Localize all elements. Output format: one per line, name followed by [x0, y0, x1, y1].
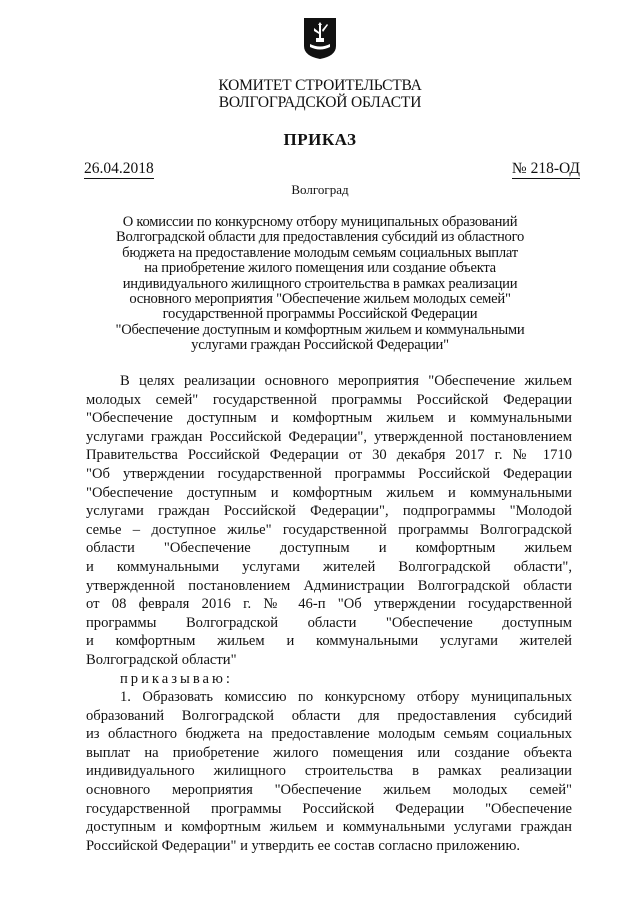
preamble-line: "Обеспечение доступным и комфортным жильем и коммунальными [86, 410, 572, 427]
preamble-line: программы Волгоградской области "Обеспечение доступным [86, 614, 572, 631]
item1-line: основного мероприятия "Обеспечение жильем молодых семей" [86, 782, 572, 799]
title-line: основного мероприятия "Обеспечение жильем молодых семей" [129, 291, 511, 308]
organization-name-line2: ВОЛГОГРАДСКОЙ ОБЛАСТИ [218, 94, 422, 111]
preamble-line: В целях реализации основного мероприятия "Обеспечение жильем [120, 373, 572, 389]
order-word: приказываю: [120, 670, 233, 687]
item1-line: доступным и комфортным жильем и коммунальными услугами граждан [86, 819, 572, 836]
title-line: государственной программы Российской Федерации [162, 306, 478, 323]
preamble-line: Волгоградской области" [86, 651, 237, 668]
item1-line: 1. Образовать комиссию по конкурсному отбору муниципальных [120, 689, 572, 706]
title-line: на приобретение жилого помещения или создание объекта [144, 260, 496, 277]
preamble-line: и комфортным жильем и коммунальными услугами жителей [86, 633, 572, 650]
item1-line: государственной программы Российской Федерации "Обеспечение [86, 800, 572, 817]
document-title [95, 215, 545, 354]
item1-line: выплат на приобретение жилого помещения или создание объекта [86, 744, 572, 761]
title-line: О комиссии по конкурсному отбору муниципальных образований [122, 214, 518, 230]
document-number: № 218-ОД [511, 160, 580, 177]
document-date: 26.04.2018 [84, 160, 154, 177]
organization-name-line1: КОМИТЕТ СТРОИТЕЛЬСТВА [218, 77, 422, 94]
preamble-line: "Обеспечение доступным и комфортным жильем и коммунальными [86, 484, 572, 501]
preamble-line: "Об утверждении государственной программы Российской Федерации [86, 465, 572, 482]
volgograd-coat-of-arms-icon [302, 16, 338, 60]
document-body [86, 372, 572, 855]
preamble-line: и коммунальными услугами жителей Волгоградской области", [86, 558, 572, 575]
preamble-line: услугами граждан Российской Федерации", утвержденной постановлением [86, 428, 572, 445]
title-line: услугами граждан Российской Федерации" [191, 337, 449, 354]
item1-line: из областного бюджета на предоставление молодым семьям социальных [86, 726, 572, 743]
title-line: Волгоградской области для предоставления субсидий из областного [115, 229, 524, 246]
item1-line: образований Волгоградской области для предоставления субсидий [86, 707, 572, 724]
item1-line: Российской Федерации" и утвердить ее состав согласно приложению. [86, 837, 521, 854]
item1-line: индивидуального жилищного строительства в рамках реализации [86, 763, 572, 780]
preamble-line: утвержденной постановлением Администрации Волгоградской области [86, 577, 572, 594]
preamble-line: семье – доступное жилье" государственной программы Волгоградской [86, 521, 572, 538]
preamble-line: Правительства Российской Федерации от 30 декабря 2017 г. № 1710 [86, 447, 572, 464]
preamble-line: области "Обеспечение доступным и комфортным жильем [86, 540, 572, 557]
title-line: бюджета на предоставление молодым семьям социальных выплат [122, 244, 518, 261]
title-line: "Обеспечение доступным и комфортным жильем и коммунальными [115, 321, 525, 338]
preamble-line: молодых семей" государственной программы Российской Федерации [86, 391, 572, 408]
title-line: индивидуального жилищного строительства в рамках реализации [122, 275, 518, 292]
preamble-line: услугами граждан Российской Федерации", подпрограммы "Молодой [86, 503, 572, 520]
document-city: Волгоград [291, 182, 349, 197]
preamble-line: от 08 февраля 2016 г. № 46-п "Об утверждении государственной [86, 596, 572, 613]
document-type-heading: ПРИКАЗ [283, 130, 357, 149]
